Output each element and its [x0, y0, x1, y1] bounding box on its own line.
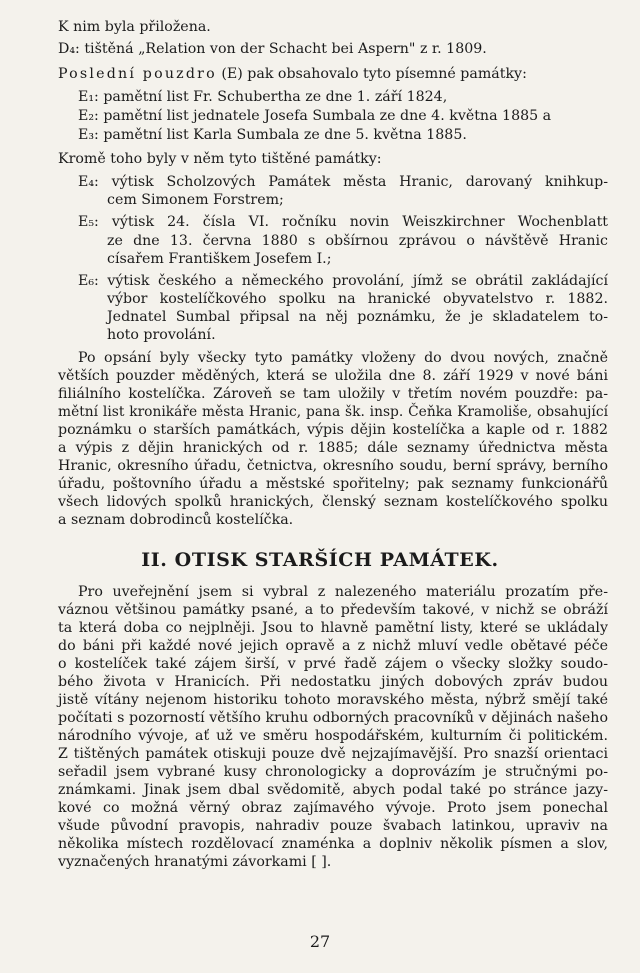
paragraph-line: bého života v Hranicích. Při nedostatku jiných dobových zpráv budou: [58, 674, 608, 690]
list-item: E₄: výtisk Scholzových Památek města Hranic, darovaný knihkup-: [78, 174, 608, 190]
list-item-continuation: císařem Františkem Josefem I.;: [107, 251, 332, 267]
list-item-continuation: výbor kostelíčkového spolku na hranické obyvatelstvo r. 1882.: [107, 291, 608, 307]
paragraph-line: do báni při každé nové jejich opravě a z nichž mluví vedle obětavé péče: [58, 638, 608, 654]
paragraph-line: a seznam dobrodinců kostelíčka.: [58, 512, 294, 528]
paragraph-line: Hranic, okresního úřadu, četnictva, okresního soudu, berní správy, berního: [58, 458, 608, 474]
paragraph-line: několika místech rozdělovací znaménka a doplniv několik písmen a slov,: [58, 836, 608, 852]
list-item: E₃: pamětní list Karla Sumbala ze dne 5. května 1885.: [78, 127, 467, 143]
list-item-continuation: hoto provolání.: [107, 327, 216, 343]
paragraph-line: ta která doba co nejplněji. Jsou to hlavně pamětní listy, které se ukládaly: [58, 620, 608, 636]
paragraph-line: všech lidových spolků hranických, členský seznam kostelíčkového spolku: [58, 494, 608, 510]
text-span: (E) pak obsahovalo tyto písemné památky:: [216, 66, 527, 82]
text-line: K nim byla přiložena.: [58, 19, 211, 35]
paragraph-line: počítati s pozorností většího kruhu odborných pracovníků v dějinách našeho: [58, 710, 608, 726]
paragraph-line: Po opsání byly všecky tyto památky vloženy do dvou nových, značně: [78, 350, 608, 366]
paragraph-line: váznou většinou památky psané, a to především takové, v nichž se obráží: [58, 602, 608, 618]
paragraph-line: Z tištěných památek otiskuji pouze dvě nejzajímavější. Pro snazší orientaci: [58, 746, 608, 762]
paragraph-line: filiálního kostelíčka. Zároveň se tam uložily v třetím novém pouzdře: pa-: [58, 386, 608, 402]
paragraph-line: větších pouzder měděných, která se uložila dne 8. září 1929 v nové báni: [58, 368, 608, 384]
text-line: Kromě toho byly v něm tyto tištěné památky:: [58, 151, 382, 167]
paragraph-line: kové co možná věrný obraz zajímavého vývoje. Proto jsem ponechal: [58, 800, 608, 816]
list-item-continuation: ze dne 13. června 1880 s obšírnou zprávou o návštěvě Hranic: [107, 233, 608, 249]
section-heading: II. OTISK STARŠÍCH PAMÁTEK.: [141, 549, 499, 571]
page-number: 27: [309, 932, 331, 951]
paragraph-line: jistě vítány nejenom historiku tohoto moravského města, nýbrž smějí také: [58, 692, 608, 708]
list-item: E₁: pamětní list Fr. Schubertha ze dne 1. září 1824,: [78, 89, 448, 105]
paragraph-line: Pro uveřejnění jsem si vybral z nalezeného materiálu prozatím pře-: [78, 584, 608, 600]
list-item-continuation: cem Simonem Forstrem;: [107, 192, 284, 208]
text-line: [58, 65, 527, 83]
list-item: E₆: výtisk českého a německého provolání, jímž se obrátil zakládající: [78, 273, 608, 289]
text-line: D₄: tištěná „Relation von der Schacht bei Aspern" z r. 1809.: [58, 41, 487, 57]
paragraph-line: mětní list kronikáře města Hranic, pana šk. insp. Čeňka Kramoliše, obsahující: [58, 404, 608, 420]
paragraph-line: a výpis z dějin hranických od r. 1885; dále seznamy úřednictva města: [58, 440, 608, 456]
paragraph-line: vyznačených hranatými závorkami [ ].: [58, 854, 332, 870]
paragraph-line: národního vývoje, ať už ve směru hospodářském, kulturním či politickém.: [58, 728, 608, 744]
list-item: E₅: výtisk 24. čísla VI. ročníku novin Weiszkirchner Wochenblatt: [78, 214, 608, 230]
paragraph-line: poznámku o starších památkách, výpis dějin kostelíčka a kaple od r. 1882: [58, 422, 608, 438]
emphasized-text: Poslední pouzdro: [58, 66, 217, 82]
paragraph-line: o kostelíček také zájem širší, v prvé řadě zájem o všecky složky soudo-: [58, 656, 608, 672]
list-item: E₂: pamětní list jednatele Josefa Sumbala ze dne 4. května 1885 a: [78, 108, 552, 124]
list-item-continuation: Jednatel Sumbal připsal na něj poznámku, že je skladatelem to-: [107, 309, 608, 325]
paragraph-line: známkami. Jinak jsem dbal svědomitě, abych podal také po stránce jazy-: [58, 782, 608, 798]
paragraph-line: úřadu, poštovního úřadu a městské spořitelny; pak seznamy funkcionářů: [58, 476, 608, 492]
paragraph-line: všude původní pravopis, nahradiv pouze švabach latinkou, upraviv na: [58, 818, 608, 834]
paragraph-line: seřadil jsem vybrané kusy chronologicky a doprovázím je stručnými po-: [58, 764, 608, 780]
